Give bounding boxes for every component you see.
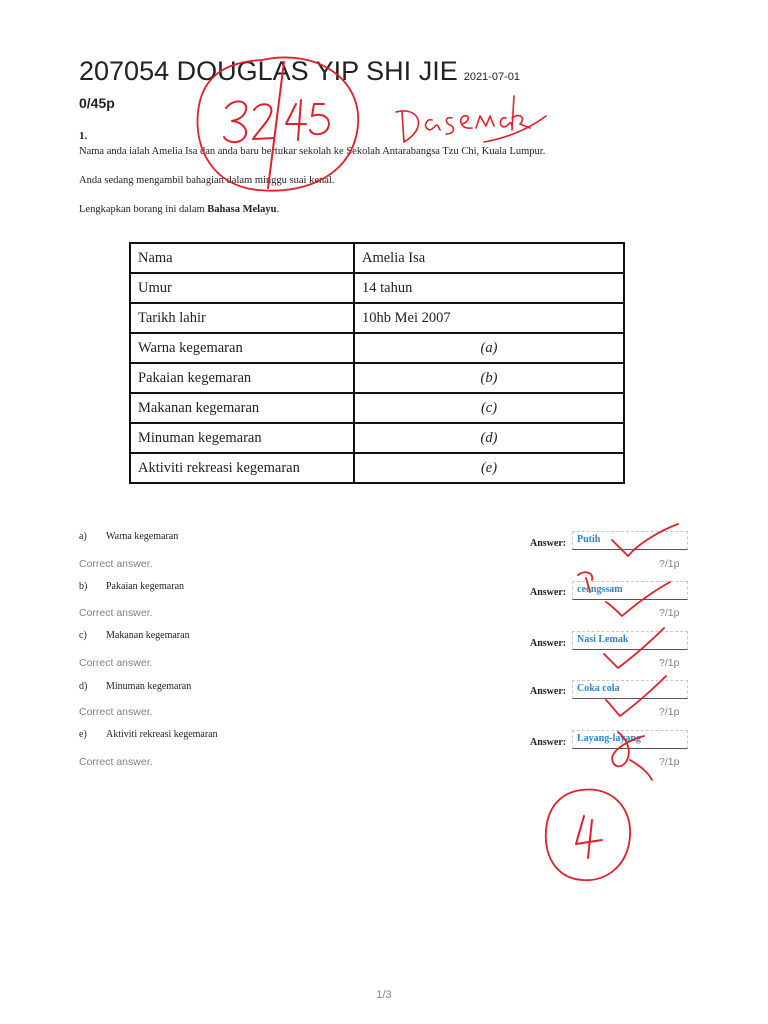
question-number: 1. — [79, 130, 88, 142]
answer-label: Answer: — [530, 686, 567, 697]
table-value: (a) — [354, 333, 624, 363]
correct-answer-label: Correct answer. — [79, 657, 153, 669]
sub-question-prompt: Aktiviti rekreasi kegemaran — [106, 729, 218, 740]
sub-question-prompt: Pakaian kegemaran — [106, 581, 185, 592]
sub-question-letter: b) — [79, 581, 88, 592]
student-title — [79, 56, 520, 87]
table-key: Pakaian kegemaran — [130, 363, 354, 393]
table-row — [130, 243, 624, 273]
table-key: Minuman kegemaran — [130, 423, 354, 453]
table-row — [130, 273, 624, 303]
sub-question-prompt: Minuman kegemaran — [106, 681, 192, 692]
sub-question-letter: a) — [79, 531, 87, 542]
sub-question-letter: d) — [79, 681, 88, 692]
table-value: 14 tahun — [354, 273, 624, 303]
table-value: (e) — [354, 453, 624, 483]
table-key: Aktiviti rekreasi kegemaran — [130, 453, 354, 483]
table-value: 10hb Mei 2007 — [354, 303, 624, 333]
question-line-3-prefix: Lengkapkan borang ini dalam — [79, 204, 208, 215]
points-label: ?/1p — [659, 657, 680, 669]
answer-label: Answer: — [530, 587, 567, 598]
table-row — [130, 453, 624, 483]
submission-date: 2021-07-01 — [463, 71, 520, 83]
answer-field[interactable]: Nasi Lemak — [572, 631, 688, 650]
correct-answer-label: Correct answer. — [79, 756, 153, 768]
correct-answer-label: Correct answer. — [79, 558, 153, 570]
sub-question-prompt: Warna kegemaran — [106, 531, 179, 542]
answer-field[interactable]: Putih — [572, 531, 688, 550]
answer-field[interactable]: ceongssam — [572, 581, 688, 600]
table-row — [130, 333, 624, 363]
answer-label: Answer: — [530, 538, 567, 549]
sub-question-letter: e) — [79, 729, 87, 740]
question-line-1: Nama anda ialah Amelia Isa dan anda baru bertukar sekolah ke Sekolah Antarabangsa Tzu Chi, Kuala Lumpur. — [79, 146, 546, 157]
answer-label: Answer: — [530, 737, 567, 748]
sub-question-letter: c) — [79, 630, 87, 641]
question-line-3 — [79, 204, 279, 215]
table-row — [130, 423, 624, 453]
table-value: (b) — [354, 363, 624, 393]
page-indicator: 1/3 — [376, 989, 392, 1001]
profile-form-table — [129, 242, 625, 484]
table-row — [130, 393, 624, 423]
answer-label: Answer: — [530, 638, 567, 649]
table-value: (d) — [354, 423, 624, 453]
table-key: Makanan kegemaran — [130, 393, 354, 423]
question-line-2: Anda sedang mengambil bahagian dalam minggu suai kenal. — [79, 175, 335, 186]
student-name: 207054 DOUGLAS YIP SHI JIE — [79, 56, 458, 86]
sub-question-prompt: Makanan kegemaran — [106, 630, 190, 641]
points-label: ?/1p — [659, 756, 680, 768]
table-value: Amelia Isa — [354, 243, 624, 273]
question-line-3-suffix: . — [276, 204, 280, 215]
question-line-3-bold: Bahasa Melayu — [207, 204, 277, 215]
table-key: Umur — [130, 273, 354, 303]
answer-field[interactable]: Coka cola — [572, 680, 688, 699]
points-label: ?/1p — [659, 558, 680, 570]
table-key: Nama — [130, 243, 354, 273]
answer-field[interactable]: Layang-layang — [572, 730, 688, 749]
table-value: (c) — [354, 393, 624, 423]
table-key: Tarikh lahir — [130, 303, 354, 333]
handwritten-subtotal — [576, 816, 602, 858]
total-score: 0/45p — [79, 95, 115, 111]
table-key: Warna kegemaran — [130, 333, 354, 363]
points-label: ?/1p — [659, 607, 680, 619]
handwritten-signature — [396, 96, 546, 142]
tick-tail — [630, 760, 652, 780]
table-row — [130, 303, 624, 333]
table-row — [130, 363, 624, 393]
correct-answer-label: Correct answer. — [79, 607, 153, 619]
points-label: ?/1p — [659, 706, 680, 718]
correct-answer-label: Correct answer. — [79, 706, 153, 718]
subtotal-circle-mark — [546, 790, 630, 881]
